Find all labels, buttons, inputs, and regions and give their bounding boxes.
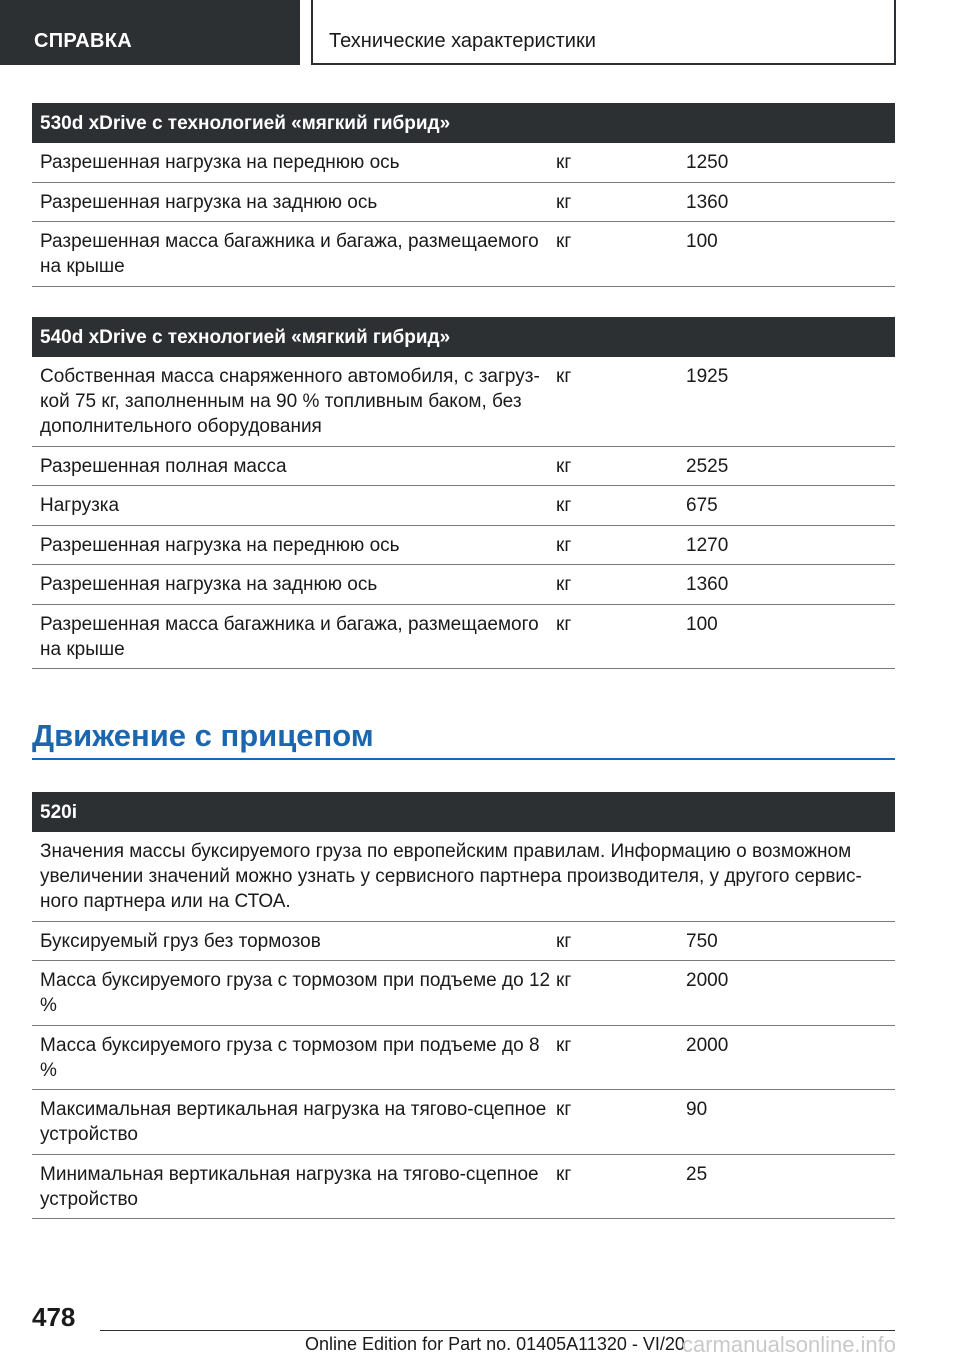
towing-table-520i bbox=[32, 792, 895, 1219]
spec-table-540d bbox=[32, 317, 895, 669]
param-label: Нагрузка bbox=[40, 495, 120, 516]
table-row bbox=[32, 447, 895, 486]
param-label: Разрешенная нагрузка на заднюю ось bbox=[40, 574, 378, 595]
footer-divider bbox=[100, 1330, 895, 1331]
unit-label: кг bbox=[556, 970, 572, 991]
table-row bbox=[32, 222, 895, 287]
watermark: carmanualsonline.info bbox=[682, 1332, 897, 1357]
table-row bbox=[32, 565, 895, 605]
unit-label: кг bbox=[556, 192, 572, 213]
value-label: 2000 bbox=[686, 1035, 729, 1056]
page-number: 478 bbox=[32, 1302, 76, 1332]
unit-label: кг bbox=[556, 366, 572, 387]
param-label: Минимальная вертикальная нагрузка на тягово-сцепное устройство bbox=[40, 1164, 539, 1210]
unit-label: кг bbox=[556, 456, 572, 477]
unit-label: кг bbox=[556, 574, 572, 595]
spec-table-530d bbox=[32, 103, 895, 287]
param-label: Разрешенная нагрузка на заднюю ось bbox=[40, 192, 378, 213]
value-label: 750 bbox=[686, 931, 718, 952]
section-tab: СПРАВКА bbox=[0, 0, 300, 65]
table-row bbox=[32, 605, 895, 669]
param-label: Разрешенная нагрузка на переднюю ось bbox=[40, 152, 400, 173]
value-label: 25 bbox=[686, 1164, 708, 1185]
value-label: 1360 bbox=[686, 192, 729, 213]
value-label: 1250 bbox=[686, 152, 729, 173]
table-title: 530d xDrive с технологией «мягкий гибрид» bbox=[32, 103, 895, 143]
unit-label: кг bbox=[556, 1099, 572, 1120]
table-row bbox=[32, 357, 895, 447]
unit-label: кг bbox=[556, 495, 572, 516]
value-label: 675 bbox=[686, 495, 718, 516]
table-row bbox=[32, 1026, 895, 1090]
section-title: Движение с прицепом bbox=[32, 718, 895, 760]
value-label: 1360 bbox=[686, 574, 729, 595]
table-row bbox=[32, 1155, 895, 1219]
param-label: Разрешенная масса багажника и багажа, размещаемого на крыше bbox=[40, 231, 539, 277]
table-row bbox=[32, 1090, 895, 1155]
param-label: Буксируемый груз без тормозов bbox=[40, 931, 321, 952]
unit-label: кг bbox=[556, 614, 572, 635]
table-title: 520i bbox=[32, 792, 895, 832]
table-title: 540d xDrive с технологией «мягкий гибрид» bbox=[32, 317, 895, 357]
value-label: 100 bbox=[686, 231, 718, 252]
value-label: 1925 bbox=[686, 366, 729, 387]
table-row bbox=[32, 922, 895, 961]
table-row bbox=[32, 183, 895, 222]
table-row bbox=[32, 143, 895, 183]
param-label: Разрешенная полная масса bbox=[40, 456, 287, 477]
param-label: Масса буксируемого груза с тормозом при подъеме до 12 % bbox=[40, 970, 551, 1016]
unit-label: кг bbox=[556, 1164, 572, 1185]
unit-label: кг bbox=[556, 231, 572, 252]
value-label: 90 bbox=[686, 1099, 708, 1120]
unit-label: кг bbox=[556, 931, 572, 952]
unit-label: кг bbox=[556, 1035, 572, 1056]
unit-label: кг bbox=[556, 152, 572, 173]
table-row bbox=[32, 961, 895, 1026]
value-label: 1270 bbox=[686, 535, 729, 556]
value-label: 100 bbox=[686, 614, 718, 635]
table-note: Значения массы буксируемого груза по европейским правилам. Информацию о возможном увеличении значений можно узнать у сервисного партнера производителя, у другого сервисного партнера или на СТОА. bbox=[32, 832, 895, 922]
param-label: Разрешенная нагрузка на переднюю ось bbox=[40, 535, 400, 556]
param-label: Максимальная вертикальная нагрузка на тягово-сцепное устройство bbox=[40, 1099, 547, 1145]
edition-text: Online Edition for Part no. 01405A11320 - VI/20 bbox=[305, 1334, 685, 1354]
param-label: Собственная масса снаряженного автомобиля, с загрузкой 75 кг, заполненным на 90 % топливным баком, без дополнительного оборудования bbox=[40, 366, 540, 437]
param-label: Масса буксируемого груза с тормозом при подъеме до 8 % bbox=[40, 1035, 540, 1081]
chapter-title: Технические характеристики bbox=[311, 0, 896, 65]
value-label: 2000 bbox=[686, 970, 729, 991]
unit-label: кг bbox=[556, 535, 572, 556]
table-row bbox=[32, 486, 895, 526]
value-label: 2525 bbox=[686, 456, 729, 477]
page-header bbox=[0, 0, 960, 66]
table-row bbox=[32, 526, 895, 565]
param-label: Разрешенная масса багажника и багажа, размещаемого на крыше bbox=[40, 614, 539, 660]
